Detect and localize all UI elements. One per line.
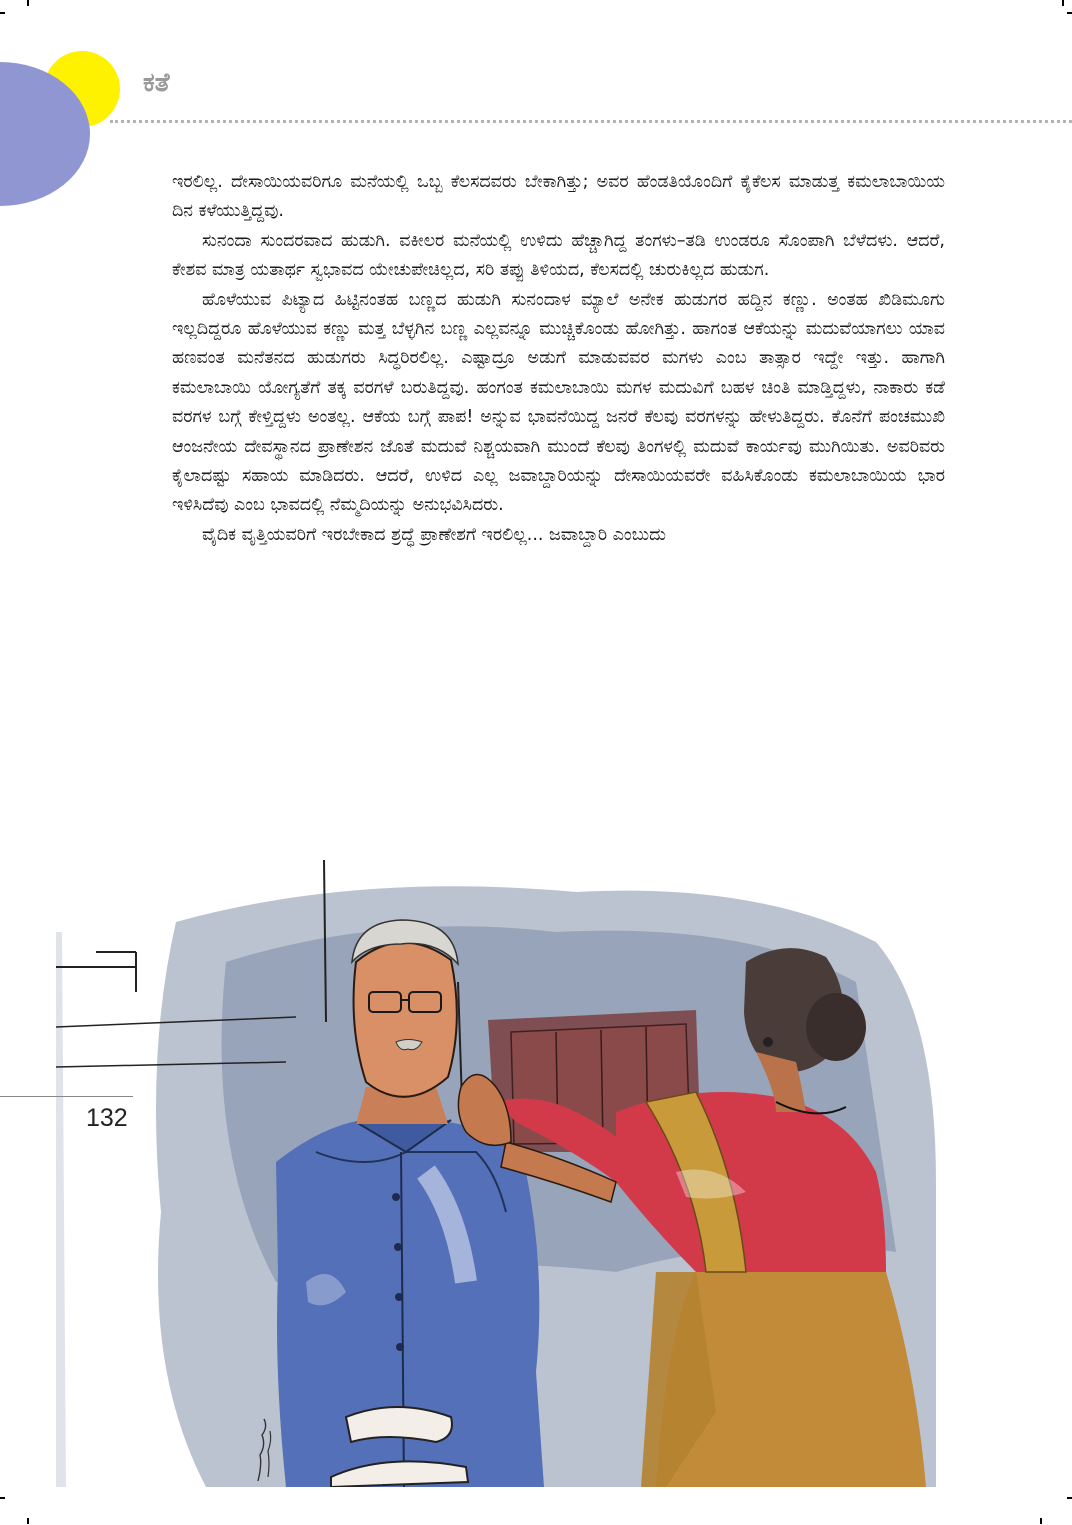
section-title: ಕತೆ	[143, 68, 170, 98]
crop-mark	[1040, 1518, 1042, 1524]
story-illustration	[56, 852, 946, 1487]
crop-mark	[0, 12, 5, 14]
header-dotted-rule	[110, 120, 1072, 123]
paragraph-2: ಸುನಂದಾ ಸುಂದರವಾದ ಹುಡುಗಿ. ವಕೀಲರ ಮನೆಯಲ್ಲಿ ಉಳಿದು ಹೆಚ್ಚಾಗಿದ್ದ ತಂಗಳು–ತಡಿ ಉಂಡರೂ ಸೊಂಪಾಗಿ ಬೆಳೆದಳು. ಆದರೆ, ಕೇಶವ ಮಾತ್ರ ಯತಾರ್ಥ ಸ್ವಭಾವದ ಯೇಚುಪೇಚಿಲ್ಲದ, ಸರಿ ತಪ್ಪು ತಿಳಿಯದ, ಕೆಲಸದಲ್ಲಿ ಚುರುಕಿಲ್ಲದ ಹುಡುಗ.	[172, 230, 945, 281]
paragraph-3: ಹೊಳೆಯುವ ಪಿಟ್ಯಾದ ಹಿಟ್ಟಿನಂತಹ ಬಣ್ಣದ ಹುಡುಗಿ ಸುನಂದಾಳ ಮ್ಯಾಲೆ ಅನೇಕ ಹುಡುಗರ ಹದ್ದಿನ ಕಣ್ಣು. ಅಂತಹ ಖಿಡಿಮೂಗು ಇಲ್ಲದಿದ್ದರೂ ಹೊಳೆಯುವ ಕಣ್ಣು ಮತ್ತ ಬೆಳ್ಳಗಿನ ಬಣ್ಣ ಎಲ್ಲವನ್ನೂ ಮುಚ್ಚಿಕೊಂಡು ಹೋಗಿತ್ತು. ಹಾಗಂತ ಆಕೆಯನ್ನು ಮದುವೆಯಾಗಲು ಯಾವ ಹಣವಂತ ಮನೆತನದ ಹುಡುಗರು ಸಿದ್ಧರಿರಲಿಲ್ಲ. ಎಷ್ಟಾದ್ರೂ ಅಡುಗೆ ಮಾಡುವವರ ಮಗಳು ಎಂಬ ತಾತ್ಸಾರ ಇದ್ದೇ ಇತ್ತು. ಹಾಗಾಗಿ ಕಮಲಾಬಾಯಿ ಯೋಗ್ಯತೆಗೆ ತಕ್ಕ ವರಗಳೆ ಬರುತಿದ್ದವು. ಹಂಗಂತ ಕಮಲಾಬಾಯಿ ಮಗಳ ಮದುವಿಗೆ ಬಹಳ ಚಿಂತಿ ಮಾಡ್ತಿದ್ದಳು, ನಾಕಾರು ಕಡೆ ವರಗಳ ಬಗ್ಗೆ ಕೇಳ್ತಿದ್ದಳು ಅಂತಲ್ಲ. ಆಕೆಯ ಬಗ್ಗೆ ಪಾಪ! ಅನ್ನುವ ಭಾವನೆಯಿದ್ದ ಜನರೆ ಕೆಲವು ವರಗಳನ್ನು ಹೇಳುತಿದ್ದರು. ಕೊನೆಗೆ ಪಂಚಮುಖಿ ಆಂಜನೇಯ ದೇವಸ್ಥಾನದ ಪ್ರಾಣೇಶನ ಜೊತೆ ಮದುವೆ ನಿಶ್ಚಯವಾಗಿ ಮುಂದೆ ಕೆಲವು ತಿಂಗಳಲ್ಲಿ ಮದುವೆ ಕಾರ್ಯವು ಮುಗಿಯಿತು. ಅವರಿವರು ಕೈಲಾದಷ್ಟು ಸಹಾಯ ಮಾಡಿದರು. ಆದರೆ, ಉಳಿದ ಎಲ್ಲ ಜವಾಬ್ದಾರಿಯನ್ನು ದೇಸಾಯಿಯವರೇ ವಹಿಸಿಕೊಂಡು ಕಮಲಾಬಾಯಿಯ ಭಾರ ಇಳಿಸಿದೆವು ಎಂಬ ಭಾವದಲ್ಲಿ ನೆಮ್ಮದಿಯನ್ನು ಅನುಭವಿಸಿದರು.	[172, 289, 945, 516]
page-number: 132	[86, 1104, 128, 1132]
crop-mark	[1062, 0, 1064, 6]
paragraph-4: ವೈದಿಕ ವೃತ್ತಿಯವರಿಗೆ ಇರಬೇಕಾದ ಶ್ರದ್ಧೆ ಪ್ರಾಣೇಶಗೆ ಇರಲಿಲ್ಲ... ಜವಾಬ್ದಾರಿ ಎಂಬುದು	[202, 524, 666, 545]
page-number-rule	[0, 1096, 133, 1097]
paragraph-1: ಇರಲಿಲ್ಲ. ದೇಸಾಯಿಯವರಿಗೂ ಮನೆಯಲ್ಲಿ ಒಬ್ಬ ಕೆಲಸದವರು ಬೇಕಾಗಿತ್ತು; ಅವರ ಹೆಂಡತಿಯೊಂದಿಗೆ ಕೈಕೆಲಸ ಮಾಡುತ್ತ ಕಮಲಾಬಾಯಿಯ ದಿನ ಕಳೆಯುತ್ತಿದ್ದವು.	[172, 172, 945, 222]
crop-mark	[1067, 12, 1072, 14]
crop-mark	[27, 0, 29, 6]
artist-signature	[252, 1415, 278, 1485]
crop-mark	[27, 1518, 29, 1524]
crop-mark	[0, 1497, 5, 1499]
crop-mark	[1067, 1497, 1072, 1499]
story-text	[172, 168, 945, 550]
